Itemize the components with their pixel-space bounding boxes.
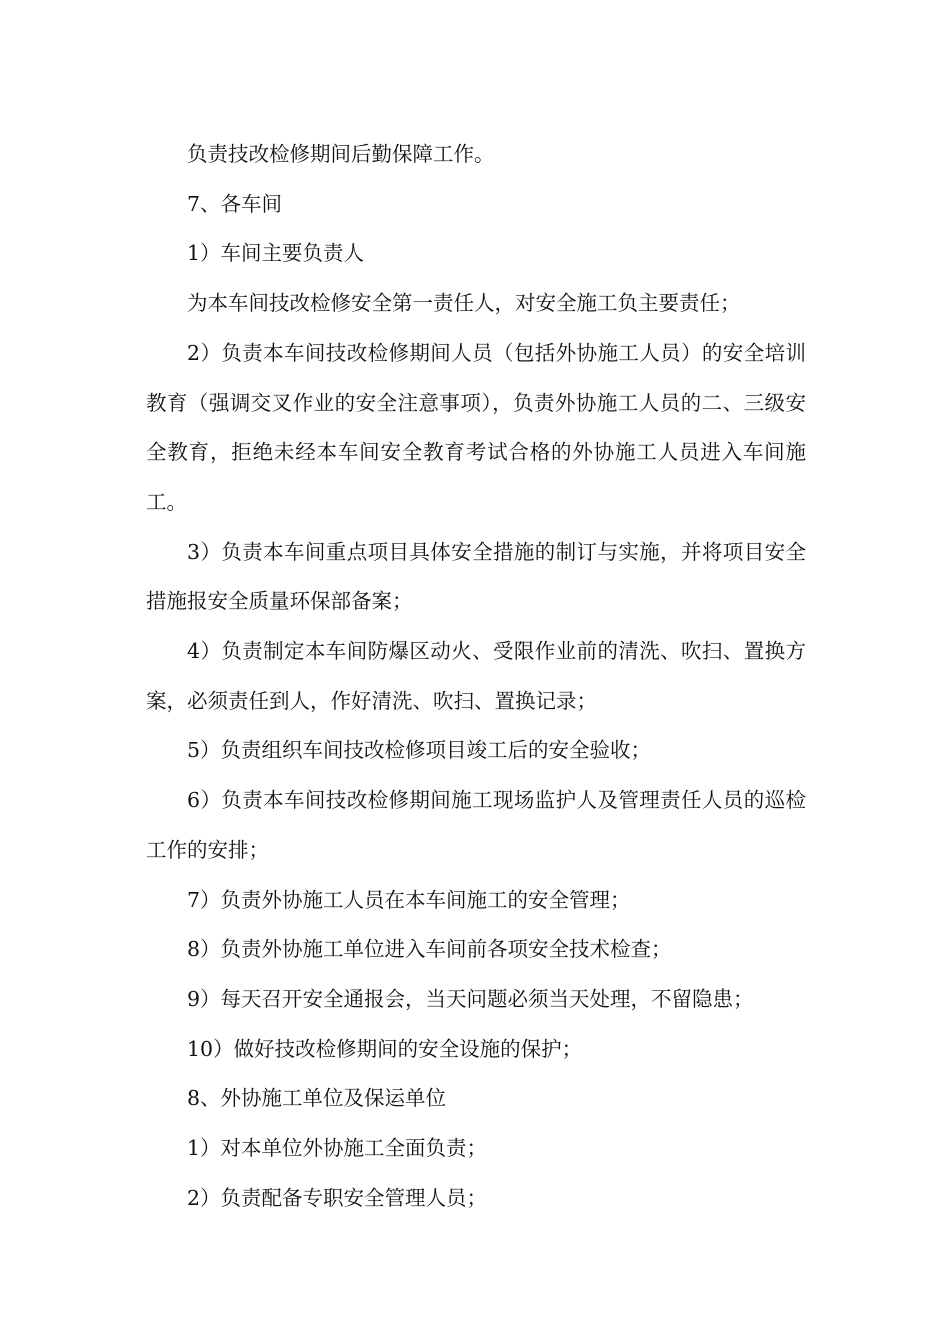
heading-contractors: 8、外协施工单位及保运单位 [187,1086,447,1111]
paragraph-first-responsible: 为本车间技改检修安全第一责任人，对安全施工负主要责任； [187,291,741,316]
heading-workshops: 7、各车间 [187,191,283,216]
list-item-10: 10）做好技改检修期间的安全设施的保护； [187,1036,583,1061]
list-item-6: 6）负责本车间技改检修期间施工现场监护人及管理责任人员的巡检工作的安排； [146,788,806,862]
document-body [146,130,806,1223]
list-item-3: 3）负责本车间重点项目具体安全措施的制订与实施，并将项目安全措施报安全质量环保部备案； [146,539,806,614]
list-item-5: 5）负责组织车间技改检修项目竣工后的安全验收； [187,738,652,763]
subheading-workshop-head: 1）车间主要负责人 [187,241,365,266]
list-item-7: 7）负责外协施工人员在本车间施工的安全管理； [187,887,631,912]
list-item-8: 8）负责外协施工单位进入车间前各项安全技术检查； [187,937,672,962]
list-item-4: 4）负责制定本车间防爆区动火、受限作业前的清洗、吹扫、置换方案，必须责任到人，作好清洗、吹扫、置换记录； [146,639,806,713]
list-item-2: 2）负责本车间技改检修期间人员（包括外协施工人员）的安全培训教育（强调交叉作业的安全注意事项），负责外协施工人员的二、三级安全教育，拒绝未经本车间安全教育考试合格的外协施工人员进入车间施工。 [146,340,806,514]
paragraph-logistics: 负责技改检修期间后勤保障工作。 [187,142,495,166]
list-item-9: 9）每天召开安全通报会，当天问题必须当天处理，不留隐患； [187,986,754,1011]
contractor-item-2: 2）负责配备专职安全管理人员； [187,1185,488,1210]
contractor-item-1: 1）对本单位外协施工全面负责； [187,1136,488,1161]
